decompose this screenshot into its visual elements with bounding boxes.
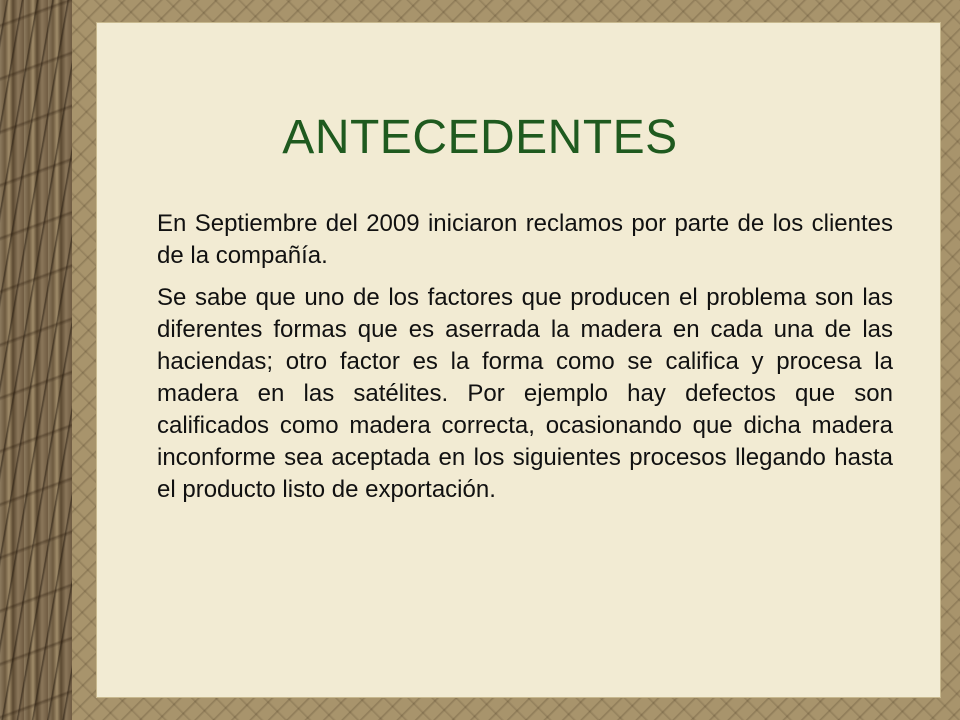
slide-body (157, 208, 893, 516)
slide-title: ANTECEDENTES (282, 111, 678, 164)
paragraph-2: Se sabe que uno de los factores que producen el problema son las diferentes formas que es aserrada la madera en cada una de las haciendas; otro factor es la forma como se califica y procesa la madera en las satélites. Por ejemplo hay defectos que son calificados como madera correcta, ocasionando que dicha madera inconforme sea aceptada en los siguientes procesos llegando hasta el producto listo de exportación. (157, 284, 893, 503)
paragraph-1: En Septiembre del 2009 iniciaron reclamos por parte de los clientes de la compañía. (157, 210, 893, 269)
decorative-wood-strip (0, 0, 72, 720)
